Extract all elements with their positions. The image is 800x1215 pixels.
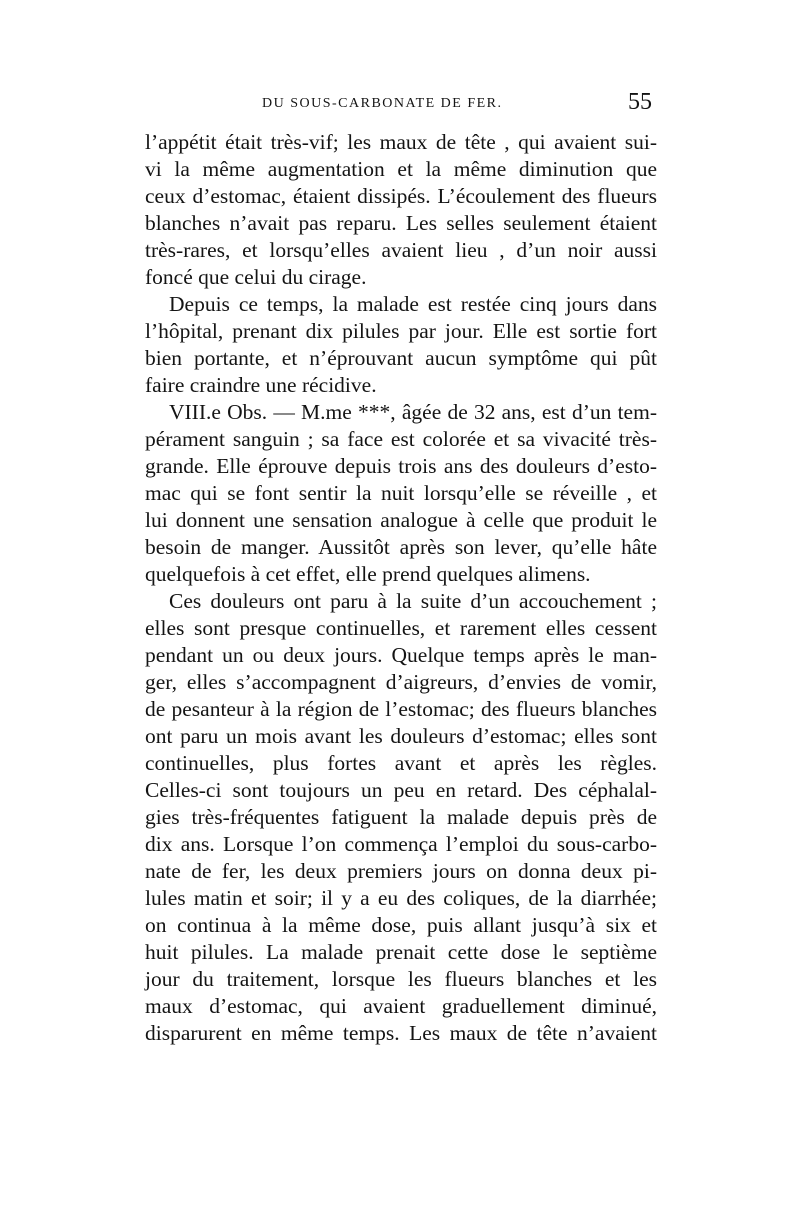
text-line: continuelles, plus fortes avant et après les règles. (145, 751, 657, 775)
text-line: besoin de manger. Aussitôt après son lever, qu’elle hâte (145, 535, 657, 559)
text-line: quelquefois à cet effet, elle prend quelques alimens. (145, 562, 591, 586)
text-line: on continua à la même dose, puis allant jusqu’à six et (145, 913, 657, 937)
text-line: pérament sanguin ; sa face est colorée et sa vivacité très- (145, 427, 657, 451)
text-line: lules matin et soir; il y a eu des coliques, de la diarrhée; (145, 886, 657, 910)
text-line: l’hôpital, prenant dix pilules par jour. Elle est sortie fort (145, 319, 657, 343)
text-line: Ces douleurs ont paru à la suite d’un accouchement ; (169, 589, 657, 613)
text-line: elles sont presque continuelles, et rarement elles cessent (145, 616, 657, 640)
text-line: jour du traitement, lorsque les flueurs blanches et les (145, 967, 657, 991)
text-line: pendant un ou deux jours. Quelque temps après le man- (145, 643, 657, 667)
text-line: très-rares, et lorsqu’elles avaient lieu , d’un noir aussi (145, 238, 657, 262)
text-line: lui donnent une sensation analogue à celle que produit le (145, 508, 657, 532)
text-line: maux d’estomac, qui avaient graduellement diminué, (145, 994, 657, 1018)
page-number: 55 (628, 89, 652, 115)
text-line: de pesanteur à la région de l’estomac; des flueurs blanches (145, 697, 657, 721)
text-line: huit pilules. La malade prenait cette dose le septième (145, 940, 657, 964)
text-line: ont paru un mois avant les douleurs d’estomac; elles sont (145, 724, 657, 748)
text-line: nate de fer, les deux premiers jours on donna deux pi- (145, 859, 657, 883)
text-line: ceux d’estomac, étaient dissipés. L’écoulement des flueurs (145, 184, 657, 208)
text-line: faire craindre une récidive. (145, 373, 377, 397)
running-header: DU SOUS-CARBONATE DE FER. (262, 96, 503, 111)
text-line: dix ans. Lorsque l’on commença l’emploi du sous-carbo- (145, 832, 657, 856)
text-line: foncé que celui du cirage. (145, 265, 367, 289)
text-line: mac qui se font sentir la nuit lorsqu’elle se réveille , et (145, 481, 657, 505)
text-line: gies très-fréquentes fatiguent la malade depuis près de (145, 805, 657, 829)
text-line: VIII.e Obs. — M.me ***, âgée de 32 ans, est d’un tem- (169, 400, 657, 424)
text-line: Depuis ce temps, la malade est restée cinq jours dans (169, 292, 657, 316)
text-line: Celles-ci sont toujours un peu en retard. Des céphalal- (145, 778, 657, 802)
text-line: blanches n’avait pas reparu. Les selles seulement étaient (145, 211, 657, 235)
text-line: ger, elles s’accompagnent d’aigreurs, d’envies de vomir, (145, 670, 657, 694)
text-line: l’appétit était très-vif; les maux de tête , qui avaient sui- (145, 130, 657, 154)
text-line: bien portante, et n’éprouvant aucun symptôme qui pût (145, 346, 657, 370)
text-line: grande. Elle éprouve depuis trois ans des douleurs d’esto- (145, 454, 657, 478)
text-line: disparurent en même temps. Les maux de tête n’avaient (145, 1021, 657, 1045)
text-line: vi la même augmentation et la même diminution que (145, 157, 657, 181)
